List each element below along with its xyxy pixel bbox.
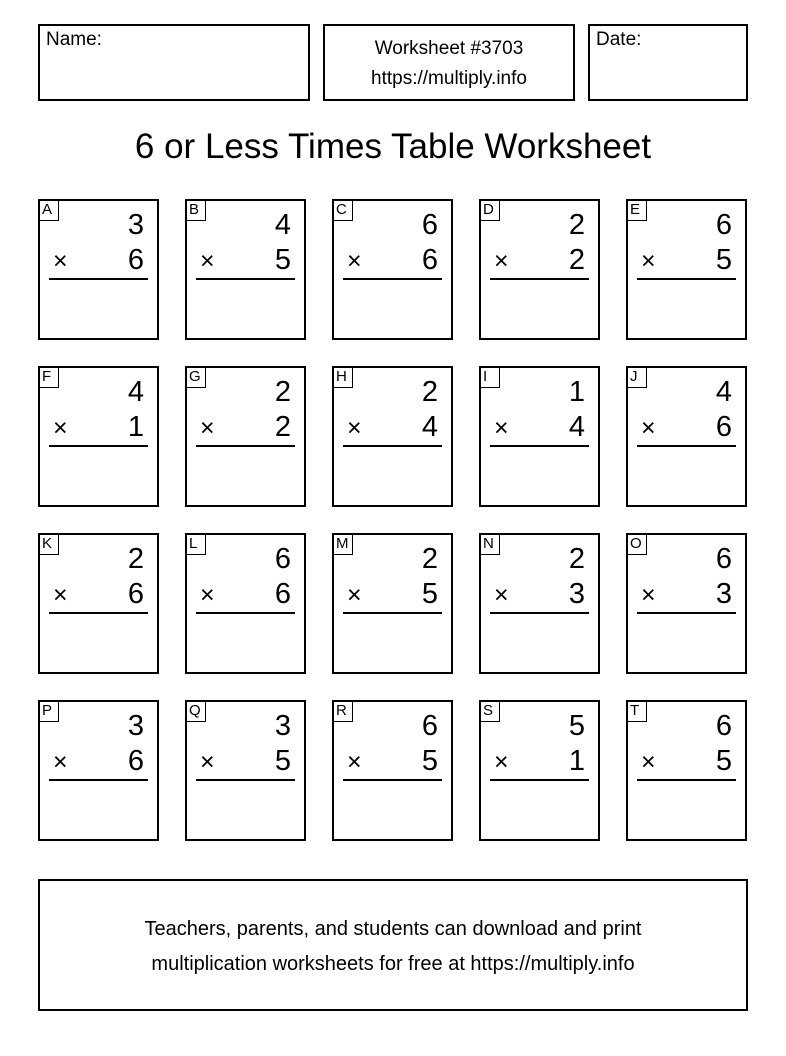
problem-letter: G [186,367,206,388]
date-box [588,24,748,101]
answer-line [196,612,295,614]
times-sign: × [53,247,68,275]
problem-card [38,199,159,340]
multiplier: 1 [127,411,144,443]
answer-line [196,445,295,447]
multiplier: 1 [568,745,585,777]
multiplicand: 6 [715,710,732,742]
multiplicand: 1 [568,376,585,408]
problem-letter: A [39,200,59,221]
answer-line [490,278,589,280]
times-sign: × [200,581,215,609]
times-sign: × [53,414,68,442]
problem-letter: F [39,367,59,388]
times-sign: × [494,581,509,609]
problem-card [626,199,747,340]
problem-letter: K [39,534,59,555]
problem-card [626,700,747,841]
multiplier: 5 [274,745,291,777]
worksheet-title: 6 or Less Times Table Worksheet [134,127,652,166]
answer-line [490,779,589,781]
problem-letter: P [39,701,59,722]
times-sign: × [347,581,362,609]
problem-card [185,700,306,841]
times-sign: × [347,247,362,275]
multiplicand: 4 [274,209,291,241]
answer-line [637,779,736,781]
problem-card [332,700,453,841]
multiplier: 3 [568,578,585,610]
problem-card [38,533,159,674]
multiplier: 4 [421,411,438,443]
problem-letter: R [333,701,353,722]
problem-card [38,700,159,841]
answer-line [490,612,589,614]
problem-card [185,533,306,674]
problem-card [332,199,453,340]
problem-letter: C [333,200,353,221]
multiplier: 6 [274,578,291,610]
answer-line [637,278,736,280]
times-sign: × [53,748,68,776]
times-sign: × [494,247,509,275]
times-sign: × [641,748,656,776]
answer-line [637,612,736,614]
problem-card [479,700,600,841]
name-label: Name: [46,29,102,50]
multiplicand: 6 [421,710,438,742]
multiplicand: 2 [568,209,585,241]
answer-line [49,278,148,280]
multiplier: 5 [421,578,438,610]
multiplicand: 5 [568,710,585,742]
problem-card [626,366,747,507]
name-box [38,24,310,101]
problem-card [479,366,600,507]
multiplier: 6 [715,411,732,443]
multiplicand: 6 [715,209,732,241]
multiplier: 6 [127,578,144,610]
worksheet-url: https://multiply.info [371,68,527,89]
multiplicand: 2 [421,543,438,575]
multiplier: 3 [715,578,732,610]
worksheet-info-box [323,24,575,101]
answer-line [343,278,442,280]
times-sign: × [494,414,509,442]
problem-letter: N [480,534,500,555]
multiplicand: 4 [127,376,144,408]
footer-line-1: Teachers, parents, and students can download and print [144,918,642,940]
multiplier: 6 [127,745,144,777]
problem-card [479,533,600,674]
multiplicand: 2 [421,376,438,408]
problem-card [185,366,306,507]
problem-letter: D [480,200,500,221]
problem-card [626,533,747,674]
multiplier: 5 [274,244,291,276]
problem-letter: M [333,534,353,555]
problem-letter: J [627,367,647,388]
times-sign: × [200,414,215,442]
times-sign: × [200,247,215,275]
multiplier: 5 [421,745,438,777]
times-sign: × [347,748,362,776]
times-sign: × [494,748,509,776]
answer-line [49,779,148,781]
multiplicand: 3 [127,209,144,241]
problem-letter: S [480,701,500,722]
multiplicand: 6 [421,209,438,241]
times-sign: × [200,748,215,776]
problem-letter: L [186,534,206,555]
problem-card [332,366,453,507]
problem-card [479,199,600,340]
times-sign: × [53,581,68,609]
problem-letter: Q [186,701,206,722]
problem-card [38,366,159,507]
answer-line [49,612,148,614]
multiplier: 6 [127,244,144,276]
answer-line [196,278,295,280]
multiplicand: 2 [127,543,144,575]
multiplicand: 2 [568,543,585,575]
answer-line [343,612,442,614]
problem-card [185,199,306,340]
multiplier: 5 [715,244,732,276]
multiplicand: 6 [274,543,291,575]
times-sign: × [641,247,656,275]
multiplier: 6 [421,244,438,276]
multiplier: 4 [568,411,585,443]
times-sign: × [347,414,362,442]
answer-line [196,779,295,781]
problem-card [332,533,453,674]
date-label: Date: [596,29,642,50]
problem-letter: B [186,200,206,221]
answer-line [343,445,442,447]
multiplicand: 6 [715,543,732,575]
problem-letter: H [333,367,353,388]
footer-line-2: multiplication worksheets for free at https://multiply.info [151,953,635,975]
multiplier: 2 [568,244,585,276]
times-sign: × [641,581,656,609]
multiplicand: 2 [274,376,291,408]
footer-box [38,879,748,1011]
worksheet-number: Worksheet #3703 [374,38,524,59]
problem-letter: O [627,534,647,555]
problem-letter: I [480,367,500,388]
multiplier: 2 [274,411,291,443]
multiplicand: 4 [715,376,732,408]
multiplicand: 3 [127,710,144,742]
times-sign: × [641,414,656,442]
multiplier: 5 [715,745,732,777]
answer-line [637,445,736,447]
problem-letter: T [627,701,647,722]
answer-line [343,779,442,781]
answer-line [49,445,148,447]
answer-line [490,445,589,447]
multiplicand: 3 [274,710,291,742]
problem-letter: E [627,200,647,221]
